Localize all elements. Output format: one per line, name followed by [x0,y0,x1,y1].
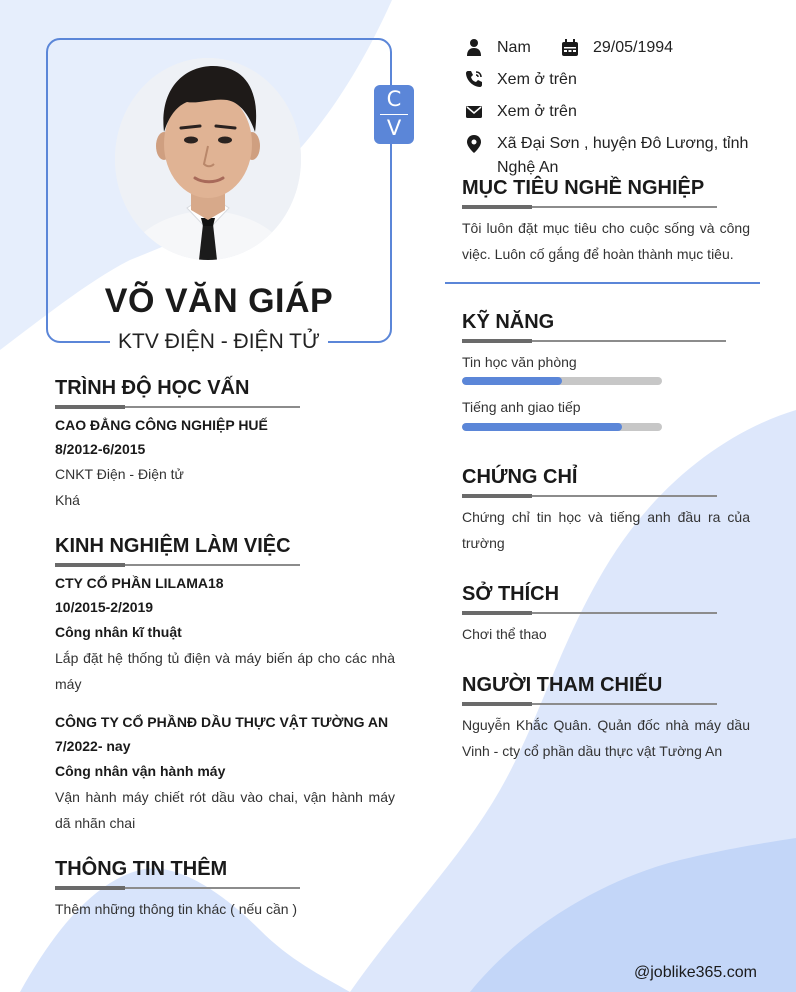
references-title: NGƯỜI THAM CHIẾU [462,674,663,696]
experience-underline [55,564,300,566]
education-grade: Khá [55,492,80,508]
job-description: Lắp đặt hệ thống tủ điện và máy biến áp cho các nhà máy [55,650,395,692]
certificates-underline [462,495,717,497]
hobbies-title: SỞ THÍCH [462,583,560,605]
hobbies-underline [462,612,717,614]
job-company: CÔNG TY CỔ PHẦNĐ DẦU THỰC VẬT TƯỜNG AN [55,714,389,730]
cv-badge-bottom: V [386,116,402,140]
job-position: Công nhân kĩ thuật [55,624,182,640]
section-divider [445,282,760,284]
job-company: CTY CỔ PHẦN LILAMA18 [55,575,224,591]
skill-label: Tiếng anh giao tiếp [462,399,581,415]
education-period: 8/2012-6/2015 [55,441,146,457]
education-major: CNKT Điện - Điện tử [55,466,184,482]
location-pin-icon [465,135,483,153]
extra-title: THÔNG TIN THÊM [55,858,228,880]
skill-bar [462,423,662,431]
address-text: Xã Đại Sơn , huyện Đô Lương, tỉnh Nghệ An [497,135,749,176]
education-title: TRÌNH ĐỘ HỌC VẤN [55,377,250,399]
education-underline [55,406,300,408]
experience-title: KINH NGHIỆM LÀM VIỆC [55,535,291,557]
references-text: Nguyễn Khắc Quân. Quản đốc nhà máy dầu Vinh - cty cổ phần dầu thực vật Tường An [462,717,750,759]
job-position: Công nhân vận hành máy [55,763,226,779]
watermark: @joblike365.com [634,964,757,981]
objective-title: MỤC TIÊU NGHỀ NGHIỆP [462,177,705,199]
references-underline [462,703,717,705]
person-icon [465,38,483,56]
cv-badge-top: C [386,87,402,111]
skills-title: KỸ NĂNG [462,311,555,333]
job-period: 10/2015-2/2019 [55,599,154,615]
cv-badge-divider [380,114,408,115]
candidate-name: VÕ VĂN GIÁP [104,282,334,320]
extra-underline [55,887,300,889]
birthdate-text: 29/05/1994 [593,39,674,56]
skill-label: Tin học văn phòng [462,354,577,370]
skill-bar-fill [462,423,622,431]
education-school: CAO ĐẲNG CÔNG NGHIỆP HUẾ [55,417,268,433]
skill-bar-fill [462,377,562,385]
certificates-text: Chứng chỉ tin học và tiếng anh đầu ra của trường [462,509,750,551]
skills-underline [462,340,726,342]
skill-bar [462,377,662,385]
objective-text: Tôi luôn đặt mục tiêu cho cuộc sống và công việc. Luôn cố gắng để hoàn thành mục tiêu. [462,220,750,262]
phone-icon [465,70,483,88]
hobbies-text: Chơi thể thao [462,626,547,642]
job-period: 7/2022- nay [55,738,131,754]
certificates-title: CHỨNG CHỈ [462,466,578,488]
cv-badge [374,85,414,144]
email-text: Xem ở trên [497,103,577,120]
calendar-icon [561,39,579,57]
email-icon [465,103,483,121]
phone-text: Xem ở trên [497,71,577,88]
candidate-role: KTV ĐIỆN - ĐIỆN TỬ [110,330,328,354]
profile-photo [115,58,301,260]
job-description: Vận hành máy chiết rót dầu vào chai, vận hành máy dã nhãn chai [55,789,395,831]
gender-text: Nam [497,39,531,56]
objective-underline [462,206,717,208]
extra-text: Thêm những thông tin khác ( nếu cần ) [55,901,298,917]
